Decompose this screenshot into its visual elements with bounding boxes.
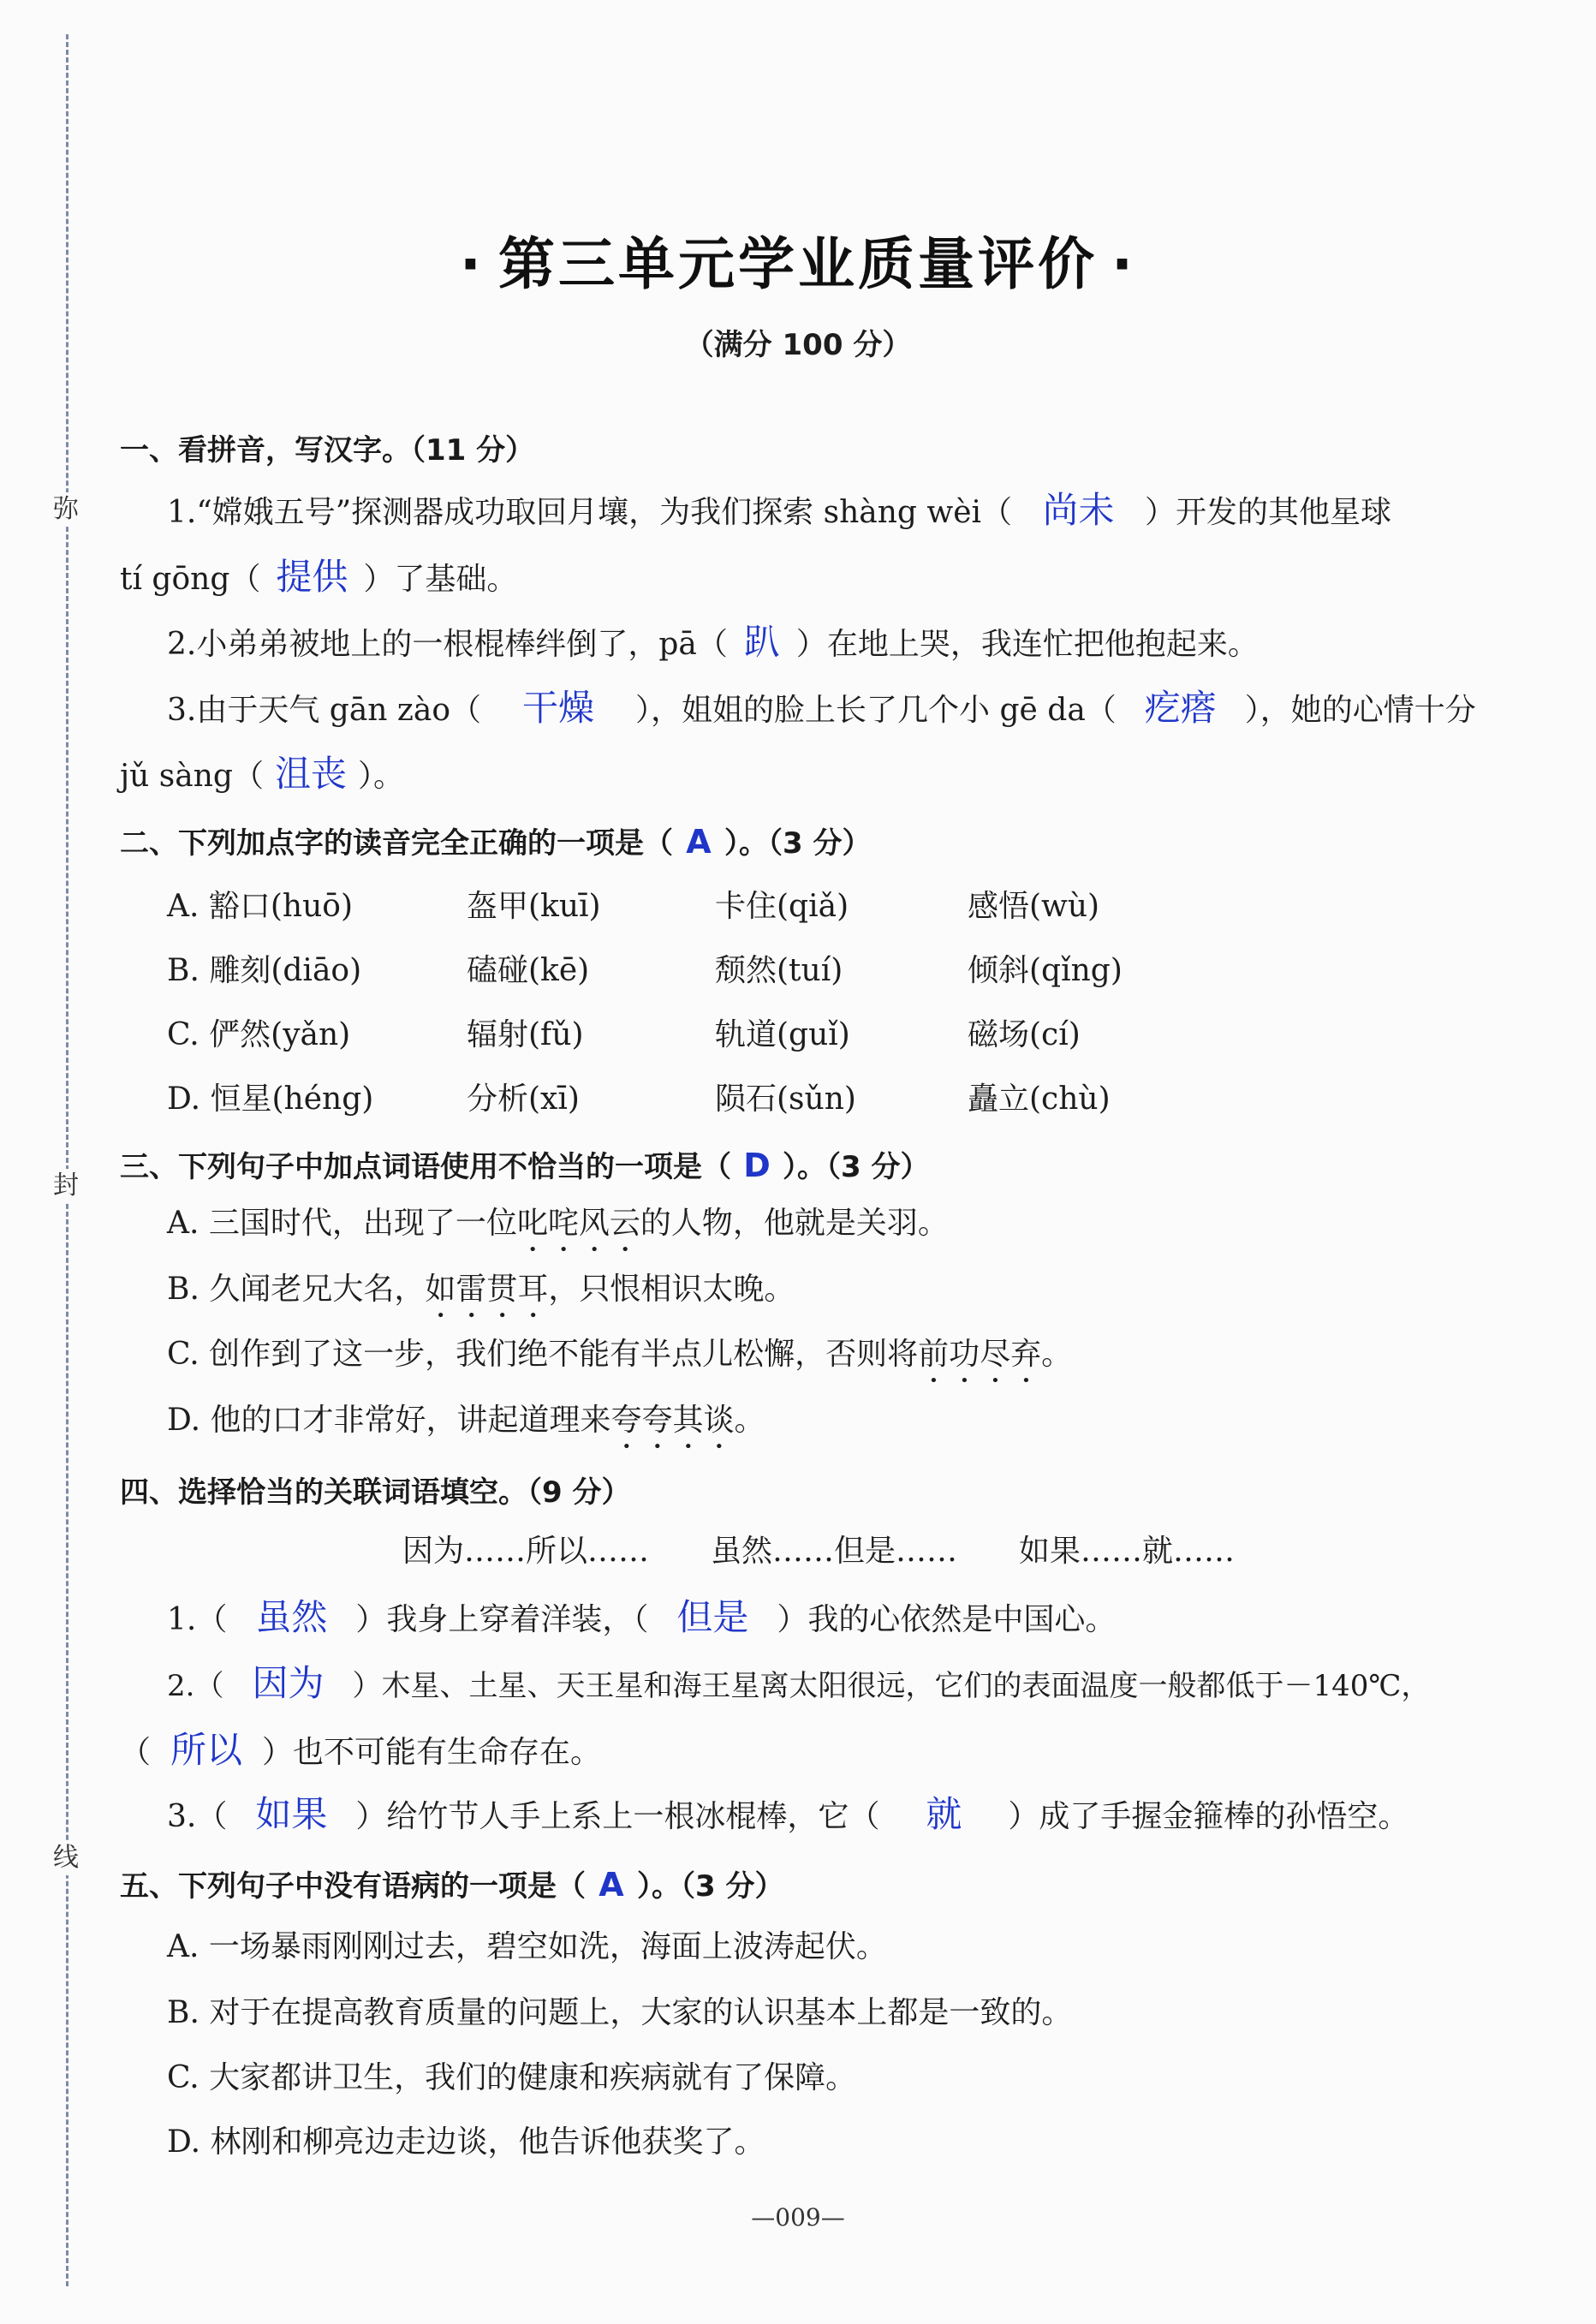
answer-geda: 疙瘩 <box>1144 687 1217 729</box>
section-2-heading: 二、下列加点字的读音完全正确的一项是（ A ）。（3 分） <box>120 823 872 861</box>
page-number: —009— <box>751 2203 845 2232</box>
s1-question-2: 2.小弟弟被地上的一根棍棒绊倒了，pā（ 趴 ）在地上哭，我连忙把他抱起来。 <box>167 621 1259 663</box>
s2-option-c-4: 磁场(cí) <box>968 1017 1081 1052</box>
s2-option-d-1: D. 恒星(héng) <box>167 1082 374 1117</box>
s3-option-a: A. 三国时代，出现了一位叱咤风云的人物，他就是关羽。 <box>167 1206 949 1241</box>
s5-option-b: B. 对于在提高教育质量的问题上，大家的认识基本上都是一致的。 <box>167 1995 1073 2030</box>
margin-label-mi: 弥 <box>53 492 79 527</box>
s2-option-d-4: 矗立(chù) <box>968 1082 1111 1117</box>
section-3-heading: 三、下列句子中加点词语使用不恰当的一项是（ D ）。（3 分） <box>120 1147 930 1184</box>
answer-shangwei: 尚未 <box>1042 489 1115 531</box>
s4-word-options: 因为……所以…… 虽然……但是…… 如果……就…… <box>402 1534 1236 1569</box>
section-5-heading: 五、下列句子中没有语病的一项是（ A ）。（3 分） <box>120 1866 784 1904</box>
s2-option-a-3: 卡住(qiǎ) <box>715 889 849 924</box>
answer-pa: 趴 <box>743 621 780 663</box>
s4-question-2-line-1: 2.（ 因为 ）木星、土星、天王星和海王星离太阳很远，它们的表面温度一般都低于－140℃， <box>167 1662 1431 1704</box>
s2-option-a-2: 盔甲(kuī) <box>467 889 601 924</box>
section-2-answer: A <box>686 823 712 861</box>
answer-tigong: 提供 <box>276 556 348 598</box>
s3-dotted-word-a: 叱咤风云 <box>516 1206 640 1241</box>
s4-q2-answer-2: 所以 <box>170 1729 243 1771</box>
s2-option-c-2: 辐射(fǔ) <box>467 1017 584 1052</box>
s4-q2-answer-1: 因为 <box>252 1662 325 1704</box>
s3-dotted-word-d: 夸夸其谈 <box>610 1403 735 1438</box>
s1-question-1-line-2: tí gōng（ 提供 ）了基础。 <box>120 556 518 598</box>
s2-option-b-4: 倾斜(qǐng) <box>968 953 1123 988</box>
s1-question-3-line-2: jǔ sàng（ 沮丧 ）。 <box>120 753 404 795</box>
s1-question-1-line-1: 1.“嫦娥五号”探测器成功取回月壤，为我们探索 shàng wèi（ 尚未 ）开发的其他星球 <box>167 489 1392 531</box>
s5-option-c: C. 大家都讲卫生，我们的健康和疾病就有了保障。 <box>167 2060 857 2095</box>
s2-option-d-3: 陨石(sǔn) <box>715 1082 856 1117</box>
s3-option-b: B. 久闻老兄大名，如雷贯耳，只恨相识太晚。 <box>167 1272 795 1307</box>
s2-option-c-3: 轨道(guǐ) <box>715 1017 850 1052</box>
s3-dotted-word-b: 如雷贯耳 <box>425 1272 549 1307</box>
s4-q1-answer-1: 虽然 <box>255 1596 328 1638</box>
margin-label-xian: 线 <box>53 1841 79 1875</box>
page-title <box>0 218 1596 300</box>
s3-option-d: D. 他的口才非常好，讲起道理来夸夸其谈。 <box>167 1403 765 1438</box>
s4-q3-answer-2: 就 <box>926 1793 962 1835</box>
s4-q1-answer-2: 但是 <box>676 1596 749 1638</box>
s4-question-1: 1.（ 虽然 ）我身上穿着洋装，（ 但是 ）我的心依然是中国心。 <box>167 1596 1117 1638</box>
answer-jusang: 沮丧 <box>274 753 347 795</box>
binding-dashed-line <box>66 34 68 2286</box>
s3-option-c: C. 创作到了这一步，我们绝不能有半点儿松懈，否则将前功尽弃。 <box>167 1337 1073 1372</box>
s1-question-3-line-1: 3.由于天气 gān zào（ 干燥 ），姐姐的脸上长了几个小 gē da（ 疙瘩 ），她的心情十分 <box>167 687 1476 729</box>
margin-label-feng: 封 <box>53 1169 79 1203</box>
section-4-heading: 四、选择恰当的关联词语填空。（9 分） <box>120 1475 631 1510</box>
s2-option-a-4: 感悟(wù) <box>968 889 1100 924</box>
s2-option-b-2: 磕碰(kē) <box>467 953 590 988</box>
section-1-heading: 一、看拼音，写汉字。（11 分） <box>120 433 535 468</box>
s2-option-d-2: 分析(xī) <box>467 1082 580 1117</box>
title-dot-right: · <box>1111 231 1137 297</box>
section-3-answer: D <box>743 1147 771 1184</box>
s4-question-2-line-2: （ 所以 ）也不可能有生命存在。 <box>120 1729 602 1771</box>
s5-option-d: D. 林刚和柳亮边走边谈，他告诉他获奖了。 <box>167 2124 765 2160</box>
s2-option-a-1: A. 豁口(huō) <box>167 889 354 924</box>
full-score: （满分 100 分） <box>684 328 912 362</box>
s2-option-b-1: B. 雕刻(diāo) <box>167 953 362 988</box>
s2-option-b-3: 颓然(tuí) <box>715 953 843 988</box>
s5-option-a: A. 一场暴雨刚刚过去，碧空如洗，海面上波涛起伏。 <box>167 1929 887 1964</box>
s4-q3-answer-1: 如果 <box>255 1793 328 1835</box>
section-5-answer: A <box>598 1866 624 1904</box>
title-dot-left: · <box>459 231 485 297</box>
s3-dotted-word-c: 前功尽弃 <box>918 1337 1042 1372</box>
answer-ganzao: 干燥 <box>522 687 595 729</box>
title-text: 第三单元学业质量评价 <box>498 231 1098 297</box>
s4-question-3: 3.（ 如果 ）给竹节人手上系上一根冰棍棒，它（ 就 ）成了手握金箍棒的孙悟空。 <box>167 1793 1409 1835</box>
s2-option-c-1: C. 俨然(yǎn) <box>167 1017 351 1052</box>
